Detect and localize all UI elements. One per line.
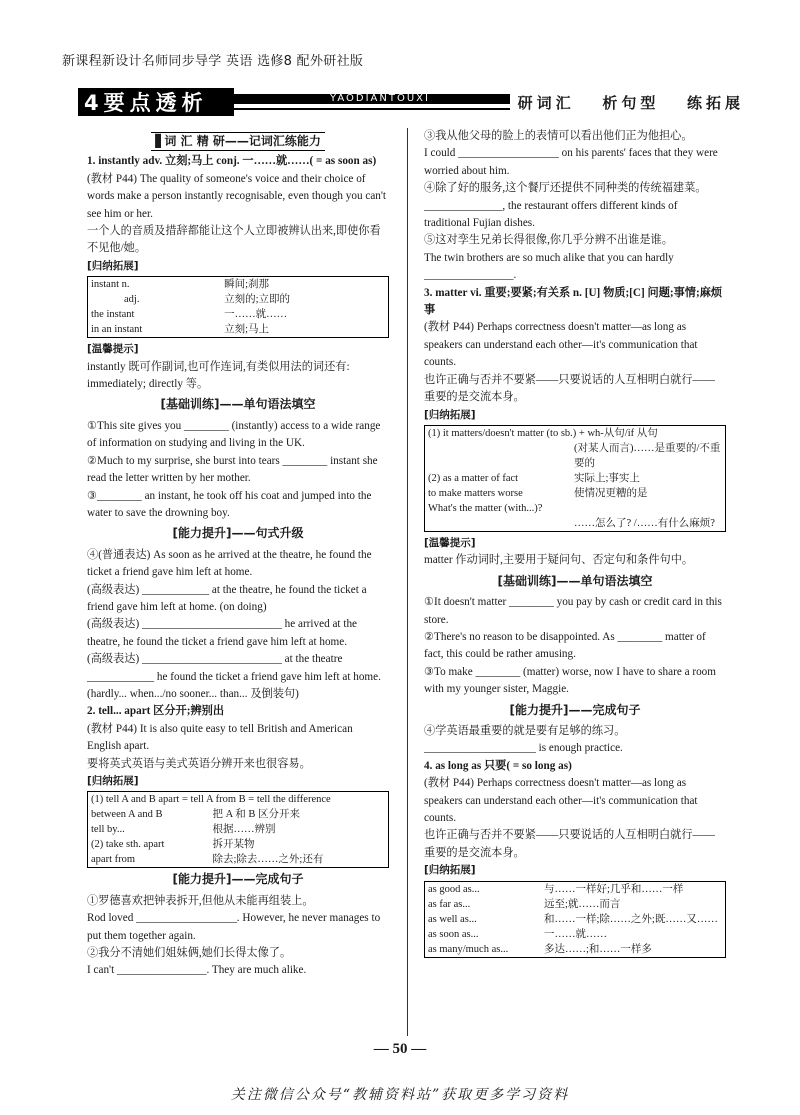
- t3-cell: ……怎么了? /……有什么麻烦?: [574, 517, 715, 529]
- column-divider: [407, 128, 408, 1036]
- exercise: ______________, the restaurant offers different kinds of traditional Fujian dishes.: [424, 199, 678, 230]
- sub-ability: [能力提升]——句式升级: [172, 526, 304, 541]
- t4-cell: as well as...: [428, 913, 477, 925]
- exercise: ①This site gives you ________ (instantly) access to a wide range of information on studying and living in the UK.: [87, 419, 381, 450]
- item4-cn: 也许正确与否并不要紧——只要说话的人互相明白就行——重要的是交流本身。: [424, 829, 715, 859]
- t1-cell: instant n.: [91, 279, 130, 291]
- tip3: matter 作动词时,主要用于疑问句、否定句和条件句中。: [424, 554, 694, 567]
- item2-source: (教材 P44) It is also quite easy to tell British and American English apart.: [87, 722, 353, 753]
- t4-cell: 一……就……: [544, 928, 607, 940]
- exercise: ①罗德喜欢把钟表拆开,但他从未能再组装上。: [87, 894, 314, 907]
- table-instant: [87, 276, 389, 338]
- t4-cell: as far as...: [428, 898, 471, 910]
- exercise: ③________ an instant, he took off his coat and jumped into the water to save the drowning boy.: [87, 489, 372, 519]
- exercise: ③To make ________ (matter) worse, now I have to share a room with my younger sister, Maggie.: [424, 665, 716, 696]
- table-as-long-as: [424, 881, 726, 958]
- item3-source: (教材 P44) Perhaps correctness doesn't matter—as long as speakers can understand each other—it's communication that counts.: [424, 321, 698, 369]
- banner-title: 4要点透析: [78, 88, 234, 116]
- t1-cell: 立刻的;立即的: [224, 294, 291, 306]
- item2-head: 2. tell... apart 区分开;辨别出: [87, 705, 225, 718]
- t2-cell: tell by...: [91, 824, 125, 836]
- right-column: [424, 128, 726, 961]
- tag-tip: [温馨提示]: [424, 536, 476, 549]
- page-number: — 50 —: [373, 1041, 427, 1057]
- exercise: I can't ________________. They are much alike.: [87, 964, 307, 977]
- t2-cell: 除去;除去……之外;还有: [212, 854, 324, 866]
- t3-cell: (对某人而言)……是重要的/不重要的: [574, 442, 721, 469]
- left-column: [87, 128, 389, 980]
- t1-cell: 立刻;马上: [224, 324, 270, 336]
- t4-cell: 远至;就……而言: [544, 898, 621, 910]
- exercise: ④除了好的服务,这个餐厅还提供不同种类的传统福建菜。: [424, 182, 707, 195]
- exercise: ⑤这对孪生兄弟长得很像,你几乎分辨不出谁是谁。: [424, 234, 673, 247]
- exercise: The twin brothers are so much alike that you can hardly ________________.: [424, 251, 674, 282]
- t4-cell: 与……一样好;几乎和……一样: [544, 883, 684, 895]
- item1-cn: 一个人的音质及措辞都能让这个人立即被辨认出来,即使你看不见他/她。: [87, 225, 381, 255]
- t3-cell: [425, 441, 572, 471]
- exercise: ②Much to my surprise, she burst into tears ________ instant she read the letter written by her mother.: [87, 454, 378, 485]
- item3-cn: 也许正确与否并不要紧——只要说话的人互相明白就行——重要的是交流本身。: [424, 373, 715, 404]
- item1-head: 1. instantly adv. 立刻;马上 conj. 一……就……( = as soon as): [87, 155, 377, 168]
- tag-guina: [归纳拓展]: [87, 259, 139, 272]
- t4-cell: as many/much as...: [428, 943, 509, 955]
- tag-guina: [归纳拓展]: [87, 775, 139, 787]
- exercise: ____________________ is enough practice.: [424, 742, 623, 755]
- tip1: instantly 既可作副词,也可作连词,有类似用法的词还有: immediately; directly 等。: [87, 360, 350, 391]
- table-tell-apart: [87, 791, 389, 868]
- table-matter: [424, 425, 726, 532]
- item2-cn: 要将英式英语与美式英语分辨开来也很容易。: [87, 757, 311, 770]
- t2-cell: (1) tell A and B apart = tell A from B = tell the difference: [91, 794, 331, 806]
- t2-cell: 根据……辨别: [212, 824, 276, 836]
- exercise: (高级表达) ____________ at the theatre, he found the ticket a friend gave him left at home. (on doing): [87, 583, 367, 613]
- t3-cell: 使情况更糟的是: [574, 487, 648, 499]
- t4-cell: as good as...: [428, 883, 480, 895]
- banner-right: 研词汇 析句型 练拓展: [517, 93, 744, 112]
- exercise: ②我分不清她们姐妹俩,她们长得太像了。: [87, 947, 292, 960]
- exercise: I could __________________ on his parents' faces that they were worried about him.: [424, 147, 718, 177]
- t3-cell: 实际上;事实上: [574, 472, 640, 484]
- sub-ability: [能力提升]——完成句子: [172, 872, 304, 887]
- t1-cell: in an instant: [91, 324, 143, 336]
- running-header: 新课程新设计名师同步导学 英语 选修8 配外研社版: [62, 54, 364, 69]
- t3-cell: to make matters worse: [428, 487, 523, 499]
- t3-cell: (2) as a matter of fact: [428, 472, 519, 484]
- t1-cell: adj.: [124, 294, 140, 306]
- t4-cell: 和……一样;除……之外;既……又……: [544, 913, 718, 925]
- section-heading: ▋词 汇 精 研——记词汇练能力: [151, 132, 325, 151]
- t3-cell: [425, 516, 572, 532]
- footer-note: 关注微信公众号“教辅资料站”获取更多学习资料: [230, 1087, 570, 1103]
- sub-basic: [基础训练]——单句语法填空: [160, 397, 316, 412]
- t1-cell: 一……就……: [224, 309, 288, 321]
- t2-cell: apart from: [91, 854, 136, 866]
- exercise: ③我从他父母的脸上的表情可以看出他们正为他担心。: [424, 130, 693, 142]
- t4-cell: as soon as...: [428, 928, 479, 940]
- item3-head: 3. matter vi. 重要;要紧;有关系 n. [U] 物质;[C] 问题;事情;麻烦事: [424, 286, 723, 317]
- t2-cell: between A and B: [91, 809, 163, 821]
- exercise: ④(普通表达) As soon as he arrived at the theatre, he found the ticket a friend gave him left at home.: [87, 548, 372, 579]
- tag-guina: [归纳拓展]: [424, 864, 476, 877]
- exercise: (高级表达) _________________________ at the theatre ____________ he found the ticket a friend gave him left at home. (hardly... when.../no sooner... than... 及倒装句): [87, 653, 381, 700]
- t2-cell: 把 A 和 B 区分开来: [212, 809, 301, 821]
- exercise: Rod loved __________________. However, he never manages to put them together again.: [87, 912, 381, 942]
- t2-cell: (2) take sth. apart: [91, 839, 165, 851]
- t2-cell: 拆开某物: [212, 839, 255, 851]
- item4-source: (教材 P44) Perhaps correctness doesn't matter—as long as speakers can understand each other—it's communication that counts.: [424, 777, 698, 824]
- t1-cell: 瞬间;刹那: [224, 279, 270, 291]
- exercise: ④学英语最重要的就是要有足够的练习。: [424, 724, 626, 737]
- exercise: ①It doesn't matter ________ you pay by cash or credit card in this store.: [424, 596, 722, 626]
- exercise: ②There's no reason to be disappointed. As ________ matter of fact, this could be rather amusing.: [424, 630, 706, 661]
- t3-cell: (1) it matters/doesn't matter (to sb.) + wh-从句/if 从句: [428, 427, 658, 439]
- banner-pinyin: YAODIANTOUXI: [234, 94, 510, 104]
- t1-cell: the instant: [91, 309, 135, 321]
- sub-basic: [基础训练]——单句语法填空: [497, 573, 653, 588]
- t3-cell: What's the matter (with...)?: [428, 502, 543, 514]
- item1-source: (教材 P44) The quality of someone's voice and their choice of words make a person instantly recognisable, even though you can't see him or her.: [87, 172, 387, 220]
- item4-head: 4. as long as 只要( = so long as): [424, 759, 572, 772]
- sub-ability: [能力提升]——完成句子: [509, 702, 641, 717]
- tag-guina: [归纳拓展]: [424, 408, 476, 421]
- t4-cell: 多达……;和……一样多: [544, 943, 652, 955]
- exercise: (高级表达) _________________________ he arrived at the theatre, he found the ticket a friend gave him left at home.: [87, 618, 358, 648]
- tag-tip: [温馨提示]: [87, 343, 139, 356]
- section-banner: [78, 88, 744, 116]
